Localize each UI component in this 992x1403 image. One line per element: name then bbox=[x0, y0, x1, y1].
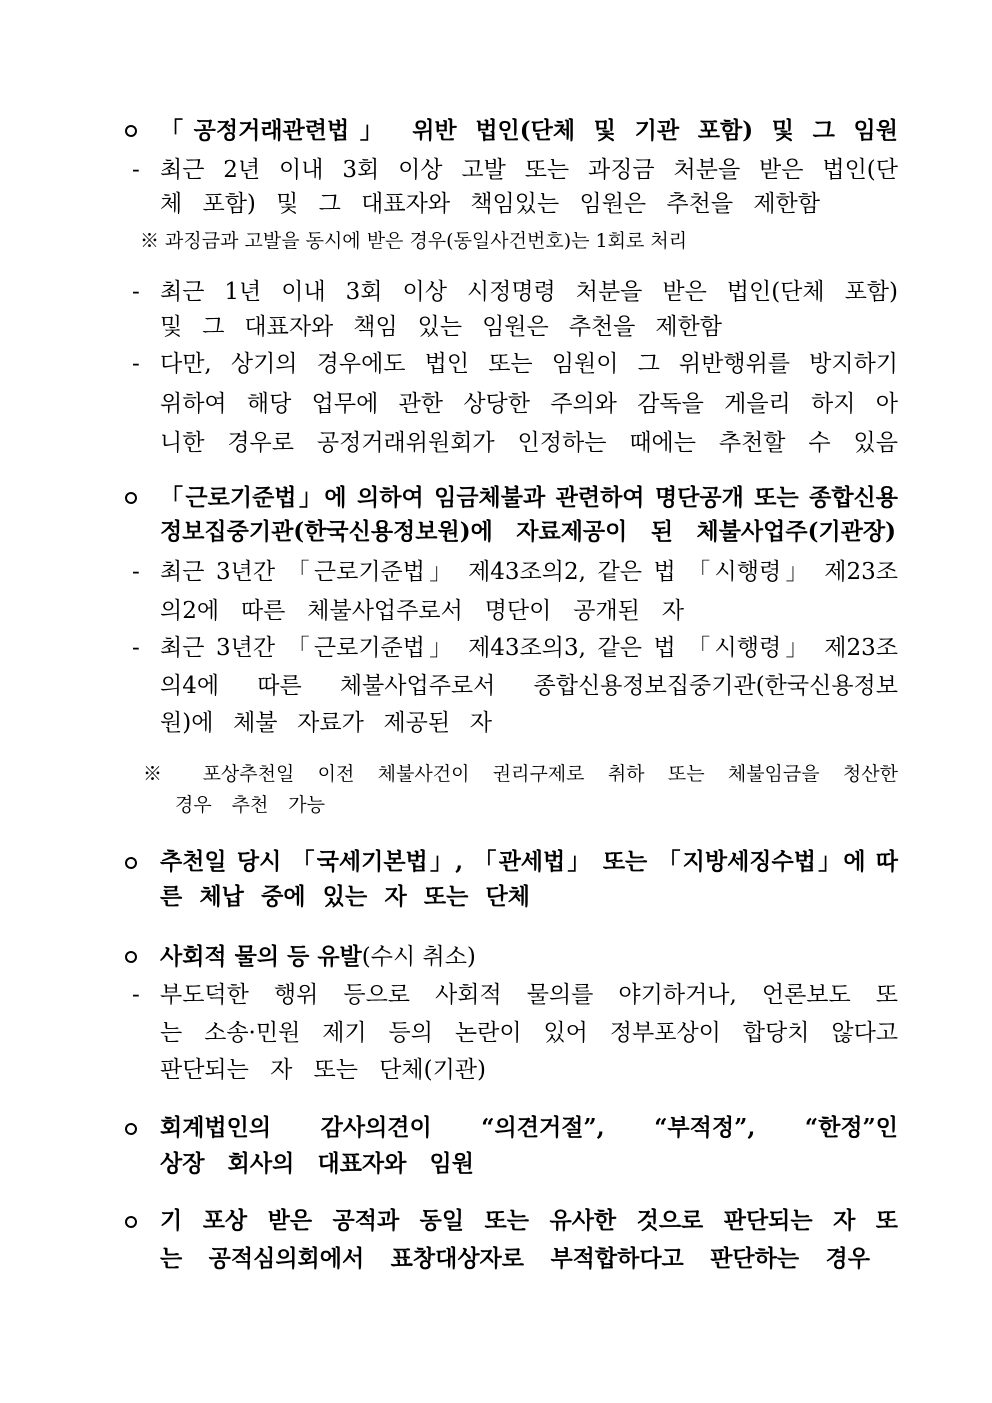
section-1-item-2-line-2: 및 그 대표자와 책임 있는 임원은 추천을 제한함 bbox=[160, 314, 722, 340]
section-2-item-2-line-2: 의4에 따른 체불사업주로서 종합신용정보집중기관(한국신용정보 bbox=[160, 673, 898, 699]
section-4-item-1-line-2: 는 소송·민원 제기 등의 논란이 있어 정부포상이 합당치 않다고 bbox=[160, 1020, 898, 1046]
section-3-heading-line-1: 추천일 당시 「국세기본법」, 「관세법」 또는 「지방세징수법」에 따 bbox=[160, 848, 898, 875]
section-1-item-1-line-1: 최근 2년 이내 3회 이상 고발 또는 과징금 처분을 받은 법인(단 bbox=[160, 157, 898, 183]
dash-bullet: - bbox=[132, 157, 140, 183]
dash-bullet: - bbox=[132, 559, 140, 585]
section-5-heading-line-2: 상장 회사의 대표자와 임원 bbox=[160, 1150, 474, 1177]
section-2-note-line-2: 경우 추천 가능 bbox=[175, 794, 325, 816]
section-2-item-1-line-1: 최근 3년간 「근로기준법」 제43조의2, 같은 법 「시행령」 제23조 bbox=[160, 559, 898, 585]
dash-bullet: - bbox=[132, 279, 140, 305]
section-4-heading-rest: (수시 취소) bbox=[361, 944, 476, 970]
circle-bullet-icon bbox=[125, 951, 137, 963]
dash-bullet: - bbox=[132, 982, 140, 1008]
section-3-heading-line-2: 른 체납 중에 있는 자 또는 단체 bbox=[160, 883, 530, 910]
circle-bullet-icon bbox=[125, 492, 137, 504]
section-1-note: ※ 과징금과 고발을 동시에 받은 경우(동일사건번호)는 1회로 처리 bbox=[140, 230, 688, 252]
dash-bullet: - bbox=[132, 635, 140, 661]
circle-bullet-icon bbox=[125, 1123, 137, 1135]
section-4-item-1-line-1: 부도덕한 행위 등으로 사회적 물의를 야기하거나, 언론보도 또 bbox=[160, 982, 898, 1008]
section-4-item-1-line-3: 판단되는 자 또는 단체(기관) bbox=[160, 1057, 486, 1083]
section-6-heading-line-1: 기 포상 받은 공적과 동일 또는 유사한 것으로 판단되는 자 또 bbox=[160, 1207, 898, 1234]
circle-bullet-icon bbox=[125, 125, 137, 137]
section-6-heading-line-2: 는 공적심의회에서 표창대상자로 부적합하다고 판단하는 경우 bbox=[160, 1245, 870, 1272]
section-4-heading-bold: 사회적 물의 등 유발 bbox=[160, 943, 362, 970]
section-2-item-2-line-1: 최근 3년간 「근로기준법」 제43조의3, 같은 법 「시행령」 제23조 bbox=[160, 635, 898, 661]
section-1-item-3-line-3: 니한 경우로 공정거래위원회가 인정하는 때에는 추천할 수 있음 bbox=[160, 430, 898, 456]
section-1-item-3-line-2: 위하여 해당 업무에 관한 상당한 주의와 감독을 게을리 하지 아 bbox=[160, 391, 898, 417]
section-2-item-1-line-2: 의2에 따른 체불사업주로서 명단이 공개된 자 bbox=[160, 598, 684, 624]
circle-bullet-icon bbox=[125, 857, 137, 869]
section-1-item-1-line-2: 체 포함) 및 그 대표자와 책임있는 임원은 추천을 제한함 bbox=[160, 191, 820, 217]
section-2-heading-line-1: 「근로기준법」에 의하여 임금체불과 관련하여 명단공개 또는 종합신용 bbox=[160, 484, 898, 511]
circle-bullet-icon bbox=[125, 1216, 137, 1228]
section-5-heading-line-1: 회계법인의 감사의견이 “의견거절”, “부적정”, “한정”인 bbox=[160, 1114, 898, 1141]
section-1-item-2-line-1: 최근 1년 이내 3회 이상 시정명령 처분을 받은 법인(단체 포함) bbox=[160, 279, 898, 305]
section-4-heading bbox=[160, 942, 476, 972]
dash-bullet: - bbox=[132, 351, 140, 377]
section-1-heading: 「공정거래관련법」 위반 법인(단체 및 기관 포함) 및 그 임원 bbox=[160, 117, 898, 144]
section-2-note-line-1: ※ 포상추천일 이전 체불사건이 권리구제로 취하 또는 체불임금을 청산한 bbox=[143, 763, 898, 785]
section-1-item-3-line-1: 다만, 상기의 경우에도 법인 또는 임원이 그 위반행위를 방지하기 bbox=[160, 351, 898, 377]
section-2-heading-line-2: 정보집중기관(한국신용정보원)에 자료제공이 된 체불사업주(기관장) bbox=[160, 518, 896, 545]
section-2-item-2-line-3: 원)에 체불 자료가 제공된 자 bbox=[160, 710, 492, 736]
